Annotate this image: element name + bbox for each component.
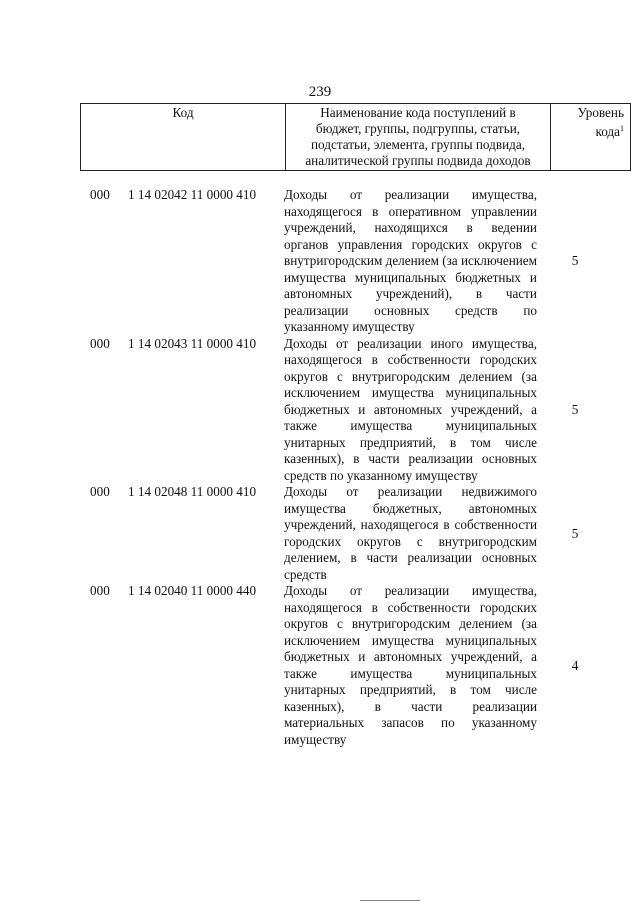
revenue-name: Доходы от реализации иного имущества, находящегося в собственности городских округов с внутригородским делением (за исключением имущества муниципальных бюджетных и автономных учреждений, а также имущества муниципальных унитарных предприятий, в том числе казенных), в части реализации основных средств по указанному имуществу — [284, 335, 537, 483]
header-name-line: Наименование кода поступлений в — [320, 105, 516, 120]
revenue-code: 1 14 02042 11 0000 410 — [128, 187, 257, 202]
header-name-line: бюджет, группы, подгруппы, статьи, — [315, 121, 521, 136]
header-code — [81, 104, 286, 171]
code-level: 5 — [571, 401, 579, 417]
table-row — [0, 336, 640, 485]
header-code-label: Код — [172, 105, 194, 120]
code-level: 5 — [571, 253, 579, 268]
revenue-name: Доходы от реализации имущества, находящегося в собственности городских округов с внутригородским делением (за исключением имущества муниципальных бюджетных и автономных учреждений, а также имущества муниципальных унитарных предприятий, в том числе казенных), в части реализации материальных запасов по указанному имуществу — [284, 583, 537, 747]
header-level-line1: Уровень — [577, 105, 624, 120]
revenue-name: Доходы от реализации недвижимого имущества бюджетных, автономных учреждений, находящегося в собственности городских округов с внутригородским делением, в части реализации основных средств — [284, 484, 537, 582]
revenue-code: 1 14 02048 11 0000 410 — [128, 484, 257, 499]
header-level — [551, 104, 631, 171]
footnote-marker: 1 — [620, 124, 624, 133]
code-level: 5 — [571, 525, 579, 541]
table-header — [80, 103, 631, 171]
table-row — [0, 187, 640, 336]
header-level-line2 — [554, 121, 624, 140]
header-name-line: аналитической группы подвида доходов — [305, 153, 531, 168]
scan-artifact-line — [360, 900, 420, 901]
revenue-code: 1 14 02040 11 0000 440 — [128, 583, 257, 598]
admin-code: 000 — [90, 583, 110, 598]
admin-code: 000 — [90, 484, 110, 499]
header-name-line: подстатьи, элемента, группы подвида, — [311, 137, 525, 152]
code-level: 4 — [571, 657, 579, 673]
table-row — [0, 484, 640, 583]
header-level-label: кода — [595, 124, 620, 139]
table-row — [0, 583, 640, 748]
revenue-name: Доходы от реализации имущества, находящегося в оперативном управлении учреждений, находящихся в ведении органов управления городских округов с внутригородским делением (за исключением имущества муниципальных бюджетных и автономных учреждений), в части реализации основных средств по указанному имуществу — [284, 187, 538, 334]
admin-code: 000 — [90, 187, 110, 202]
admin-code: 000 — [90, 335, 110, 351]
revenue-code: 1 14 02043 11 0000 410 — [128, 335, 257, 351]
header-name — [286, 104, 551, 171]
entries-list — [0, 187, 640, 748]
page-number: 239 — [308, 84, 332, 100]
